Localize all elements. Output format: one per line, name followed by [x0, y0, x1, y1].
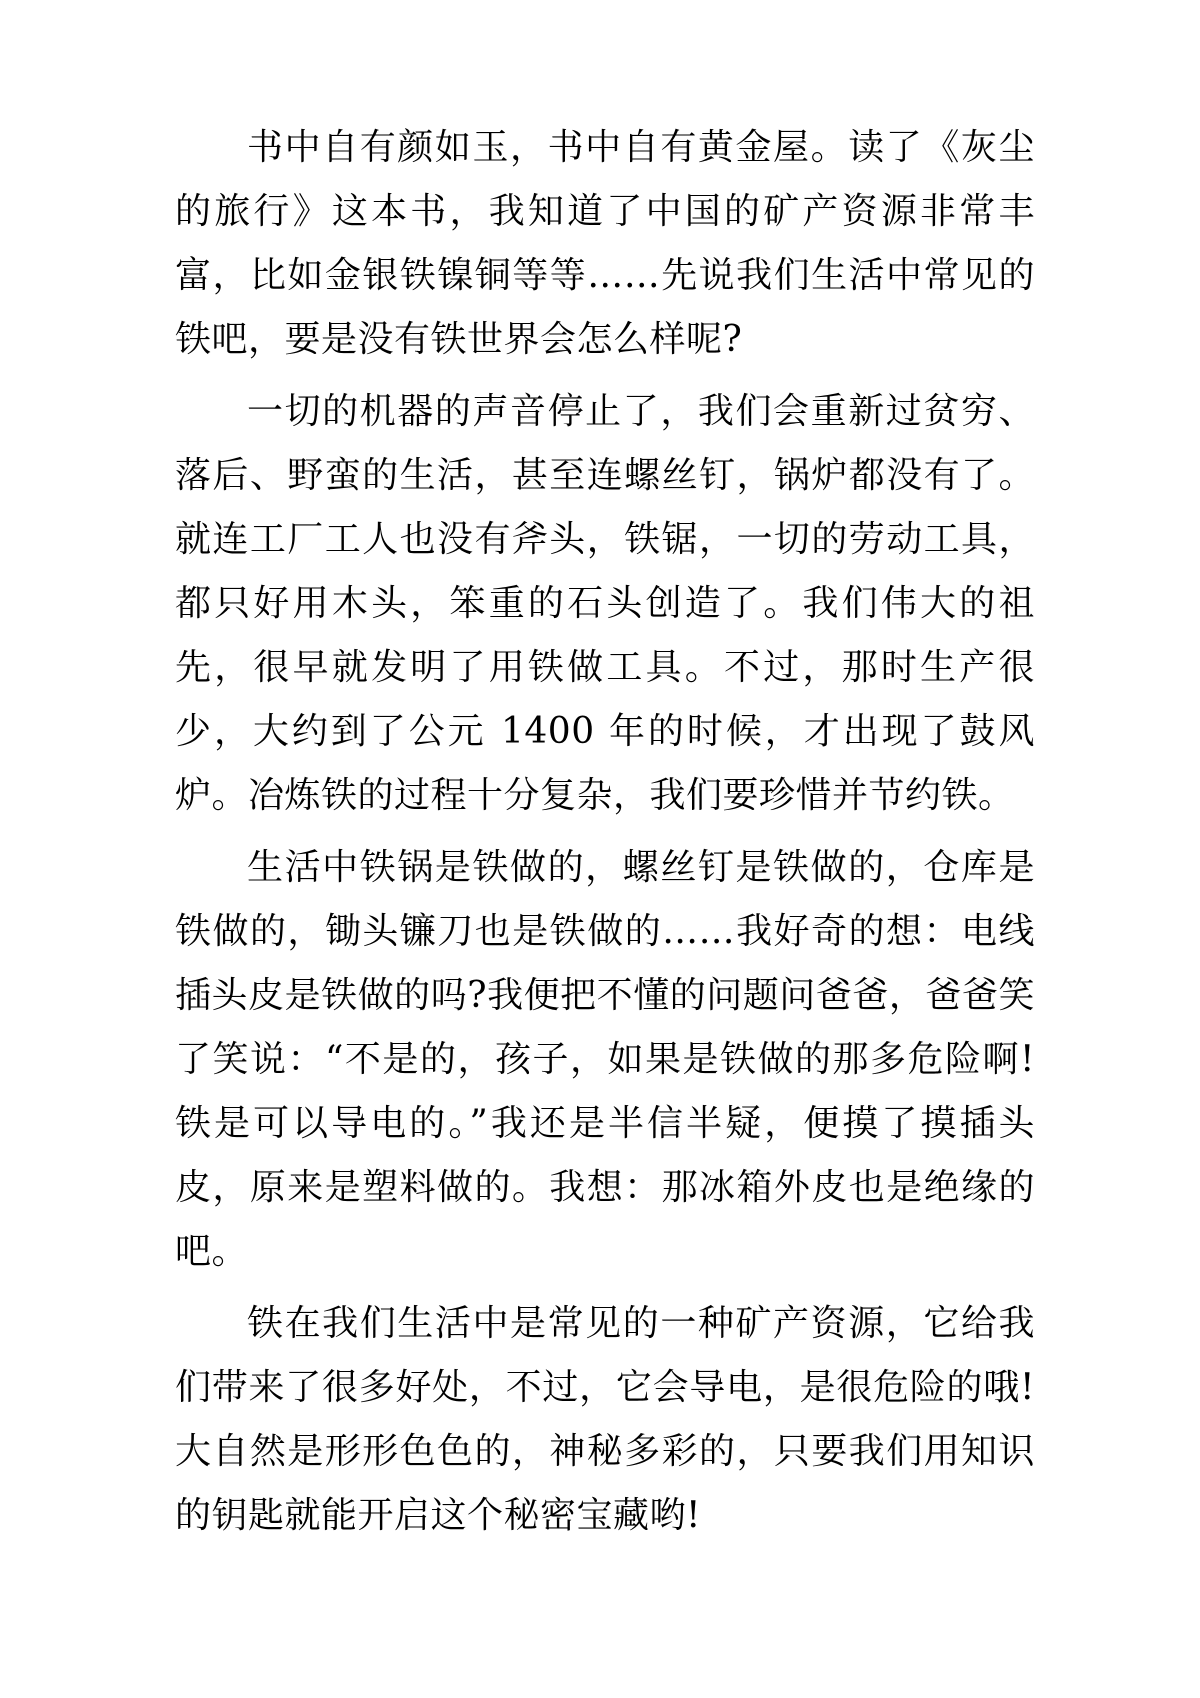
- paragraph-3: 生活中铁锅是铁做的，螺丝钉是铁做的，仓库是铁做的，锄头镰刀也是铁做的……我好奇的想：电线插头皮是铁做的吗?我便把不懂的问题问爸爸，爸爸笑了笑说：“不是的，孩子，如果是铁做的那多危险啊!铁是可以导电的。”我还是半信半疑，便摸了摸插头皮，原来是塑料做的。我想：那冰箱外皮也是绝缘的吧。: [175, 847, 1035, 1272]
- paragraph-2: 一切的机器的声音停止了，我们会重新过贫穷、落后、野蛮的生活，甚至连螺丝钉，锅炉都没有了。就连工厂工人也没有斧头，铁锯，一切的劳动工具，都只好用木头，笨重的石头创造了。我们伟大的祖先，很早就发明了用铁做工具。不过，那时生产很少，大约到了公元 1400 年的时候，才出现了鼓风炉。冶炼铁的过程十分复杂，我们要珍惜并节约铁。: [175, 391, 1035, 816]
- paragraph-4: 铁在我们生活中是常见的一种矿产资源，它给我们带来了很多好处，不过，它会导电，是很危险的哦!大自然是形形色色的，神秘多彩的，只要我们用知识的钥匙就能开启这个秘密宝藏哟!: [175, 1303, 1035, 1536]
- paragraph-1: 书中自有颜如玉，书中自有黄金屋。读了《灰尘的旅行》这本书，我知道了中国的矿产资源非常丰富，比如金银铁镍铜等等……先说我们生活中常见的铁吧，要是没有铁世界会怎么样呢?: [175, 127, 1035, 360]
- document-body: [175, 116, 1035, 1556]
